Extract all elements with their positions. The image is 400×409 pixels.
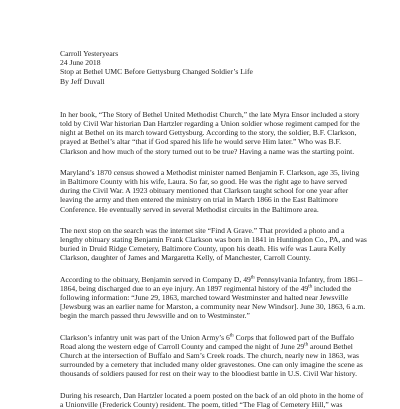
ordinal-suffix: th (304, 342, 309, 348)
paragraph-5-text-a: Clarkson’s infantry unit was part of the Union Army’s 6 (60, 332, 230, 342)
article-headline: Stop at Bethel UMC Before Gettysburg Changed Soldier’s Life (60, 67, 253, 77)
article-body (60, 110, 367, 409)
paragraph-4-text-b: Pennsylvania Infantry, from 1861–1864, being discharged due to an eye injury. An 1897 regimental history of the 49 (60, 274, 363, 293)
column-name: Carroll Yesteryears (60, 49, 119, 58)
article-header (60, 49, 367, 86)
ordinal-suffix: th (308, 284, 313, 290)
paragraph-4-text-a: According to the obituary, Benjamin served in Company D, 49 (60, 274, 251, 284)
paragraph-5 (60, 333, 367, 379)
ordinal-suffix: th (229, 333, 234, 339)
paragraph-5-text-c: around Bethel Church at the intersection of Buffalo and Sam’s Creek roads. The church, nearly new in 1863, was surrounded by a cemetery that included many older gravestones. One can only imagine the scene as thousands of soldiers paused for rest on their way to the bloodiest battle in U.S. Civil War history. (60, 341, 363, 379)
paragraph-3: The next stop on the search was the internet site “Find A Grave.” That provided a photo and a lengthy obituary stating Benjamin Frank Clarkson was born in 1841 in Huntingdon Co., PA, and was buried in Druid Ridge Cemetery, Baltimore County, upon his death. His wife was Laura Kelly Clarkson, daughter of James and Margaretta Kelly, of Manchester, Carroll County. (60, 225, 367, 263)
paragraph-5-text-b: Corps that followed part of the Buffalo Road along the western edge of Carroll County and camped the night of June 29 (60, 332, 354, 351)
paragraph-6: During his research, Dan Hartzler located a poem posted on the back of an old photo in the home of a Unionville (Frederick County) resident. The poem, titled “The Flag of Cemetery Hill,” was (60, 390, 364, 409)
paragraph-4-text-c: included the following information: “June 29, 1863, marched toward Westminster and halted near Jewsville [Jewsburg was an earlier name for Marston, a community near New Windsor]. June 30, 1863, 6 a.m. begin the march passed thru Jewsville and on to Westminster.” (60, 283, 366, 321)
paragraph-1: In her book, “The Story of Bethel United Methodist Church,” the late Myra Ensor included a story told by Civil War historian Dan Hartzler regarding a Union soldier whose regiment camped for the night at Bethel on its march toward Gettysburg. According to the story, the soldier, B.F. Clarkson, prayed at Bethel’s altar “that if God spared his life he would serve Him later.” Who was B.F. Clarkson and how much of the story turned out to be true? Having a name was the starting point. (60, 109, 360, 156)
article-byline: By Jeff Duvall (60, 76, 105, 86)
paragraph-2: Maryland’s 1870 census showed a Methodist minister named Benjamin F. Clarkson, age 35, living in Baltimore County with his wife, Laura. So far, so good. He was the right age to have served during the Civil War. A 1923 obituary mentioned that Clarkson taught school for one year after leaving the army and then entered the ministry on trial in March 1866 in the East Baltimore Conference. He eventually served in several Methodist circuits in the Baltimore area. (60, 167, 360, 214)
ordinal-suffix: th (250, 275, 255, 281)
article-date: 24 June 2018 (60, 58, 101, 68)
paragraph-4 (60, 275, 367, 321)
